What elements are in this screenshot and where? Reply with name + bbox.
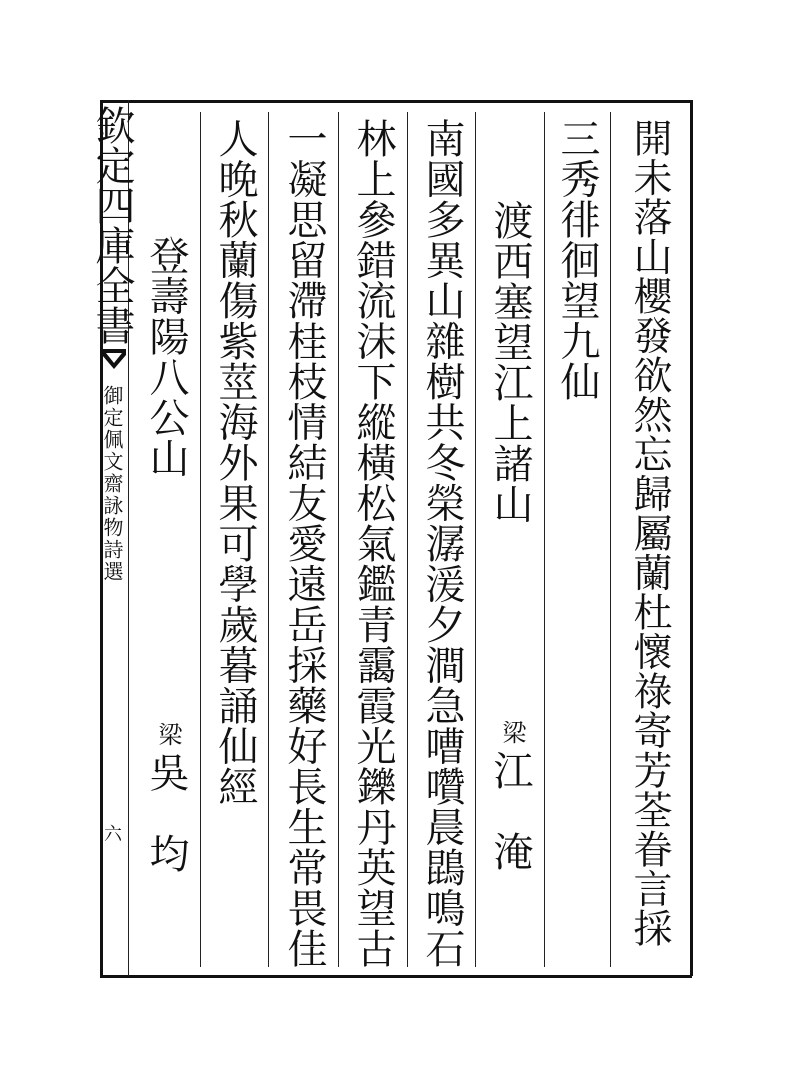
text-column-6: 一凝思留滯桂枝情結友愛遠岳採藥好長生常畏佳: [281, 118, 327, 969]
poem-title: 渡西塞望江上諸山: [487, 200, 533, 524]
frame-top-border: [100, 100, 692, 103]
spine-title: 欽定四庫全書: [89, 105, 135, 345]
column-rule: [544, 112, 545, 967]
column-rule: [338, 112, 339, 967]
spine-subtitle: 御定佩文齋詠物詩選: [100, 385, 124, 583]
text-column-7: 人晚秋蘭傷紫莖海外果可學歲暮誦仙經: [212, 118, 258, 807]
text-column-2: 三秀徘徊望九仙: [554, 118, 600, 402]
column-rule: [268, 112, 269, 967]
column-rule: [475, 112, 476, 967]
poem-title: 登壽陽八公山: [143, 235, 189, 478]
text-column-4: 南國多異山雜樹共冬榮潺湲夕澗急嘈囋晨鵾鳴石: [419, 118, 465, 969]
frame-bottom-border: [100, 975, 692, 978]
text-column-5: 林上參錯流沫下縱橫松氣鑑青靄霞光鑠丹英望古: [350, 118, 396, 969]
author-name: 吳 均: [143, 752, 189, 874]
text-column-1: 開未落山櫻發欲然忘歸屬蘭杜懷祿寄芳荃眷言採: [627, 118, 672, 948]
author-name: 江 淹: [487, 750, 533, 872]
column-rule: [200, 112, 201, 967]
fish-tail-icon: [100, 345, 128, 373]
column-rule: [407, 112, 408, 967]
page-number: 六: [104, 824, 122, 845]
frame-right-border: [690, 100, 693, 976]
column-rule: [610, 112, 611, 967]
author-dynasty: 梁: [498, 720, 526, 745]
author-dynasty: 梁: [154, 722, 182, 747]
